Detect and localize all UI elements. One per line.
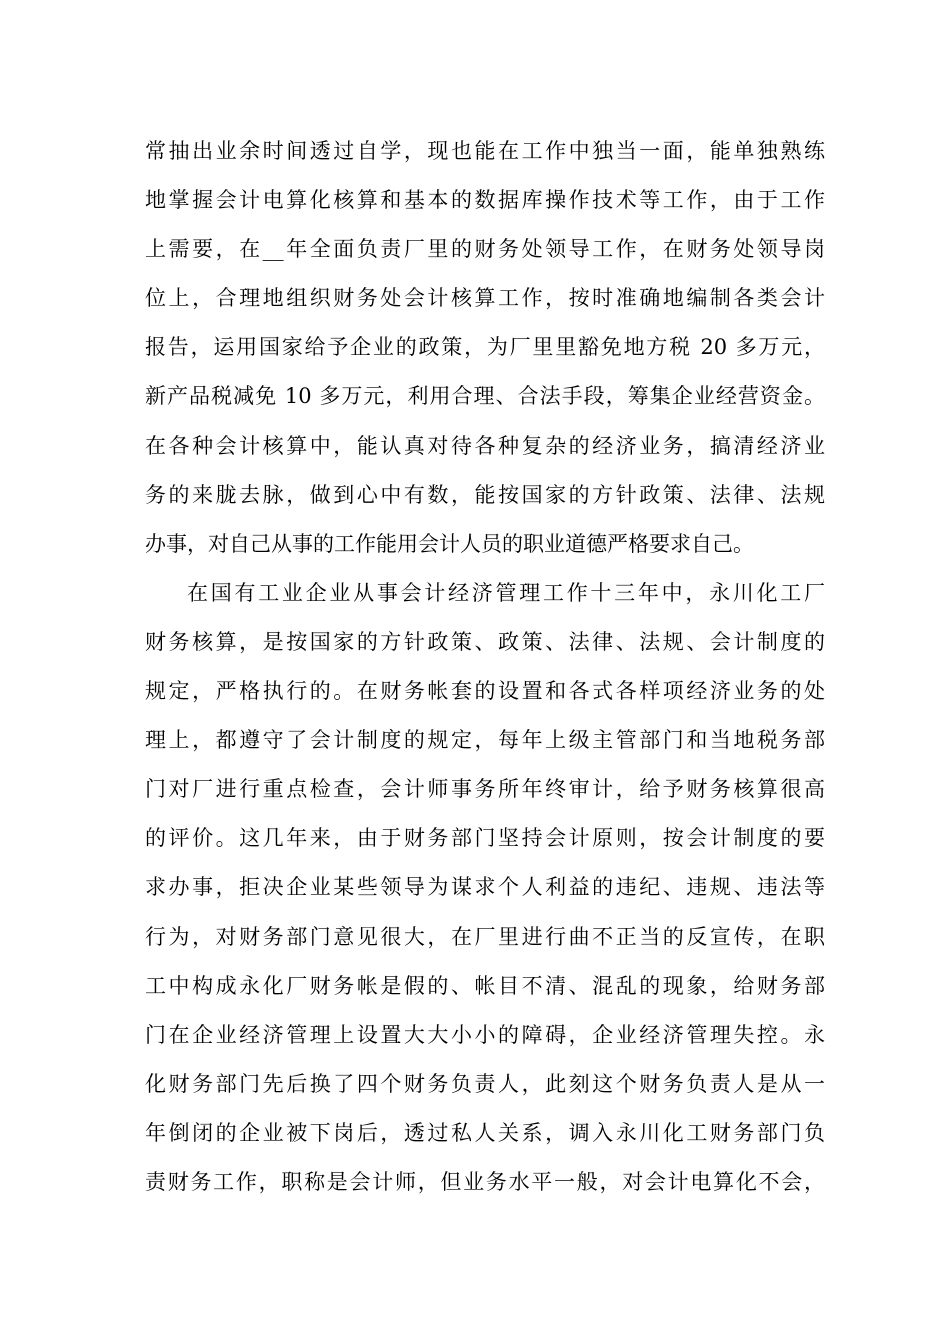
text-line: 行为，对财务部门意见很大，在厂里进行曲不正当的反宣传，在职	[145, 924, 825, 949]
text-line: 责财务工作，职称是会计师，但业务水平一般，对会计电算化不会，	[145, 1169, 825, 1194]
text-line: 上需要，在__年全面负责厂里的财务处领导工作，在财务处领导岗	[145, 237, 825, 262]
text-line: 新产品税减免 10 多万元，利用合理、合法手段，筹集企业经营资金。	[145, 384, 825, 409]
text-line: 位上，合理地组织财务处会计核算工作，按时准确地编制各类会计	[145, 286, 825, 311]
text-line: 办事，对自己从事的工作能用会计人员的职业道德严格要求自己。	[145, 531, 754, 556]
paragraph-1	[145, 127, 825, 569]
text-line: 在国有工业企业从事会计经济管理工作十三年中，永川化工厂	[187, 580, 825, 605]
text-line: 报告，运用国家给予企业的政策，为厂里里豁免地方税 20 多万元，	[145, 335, 825, 360]
text-line: 在各种会计核算中，能认真对待各种复杂的经济业务，搞清经济业	[145, 433, 825, 458]
text-line: 工中构成永化厂财务帐是假的、帐目不清、混乱的现象，给财务部	[145, 973, 825, 998]
text-line: 地掌握会计电算化核算和基本的数据库操作技术等工作，由于工作	[145, 188, 825, 213]
text-line: 门在企业经济管理上设置大大小小的障碍，企业经济管理失控。永	[145, 1022, 825, 1047]
text-line: 年倒闭的企业被下岗后，透过私人关系，调入永川化工财务部门负	[145, 1120, 825, 1145]
text-line: 财务核算，是按国家的方针政策、政策、法律、法规、会计制度的	[145, 629, 825, 654]
document-body	[145, 127, 825, 1207]
text-line: 求办事，拒决企业某些领导为谋求个人利益的违纪、违规、违法等	[145, 875, 825, 900]
paragraph-2	[145, 569, 825, 1207]
text-line: 务的来胧去脉，做到心中有数，能按国家的方针政策、法律、法规	[145, 482, 825, 507]
text-line: 常抽出业余时间透过自学，现也能在工作中独当一面，能单独熟练	[145, 139, 825, 163]
text-line: 规定，严格执行的。在财务帐套的设置和各式各样项经济业务的处	[145, 679, 825, 704]
text-line: 门对厂进行重点检查，会计师事务所年终审计，给予财务核算很高	[145, 777, 825, 802]
text-line: 理上，都遵守了会计制度的规定，每年上级主管部门和当地税务部	[145, 728, 825, 753]
text-line: 的评价。这几年来，由于财务部门坚持会计原则，按会计制度的要	[145, 826, 825, 851]
text-line: 化财务部门先后换了四个财务负责人，此刻这个财务负责人是从一	[145, 1071, 825, 1096]
